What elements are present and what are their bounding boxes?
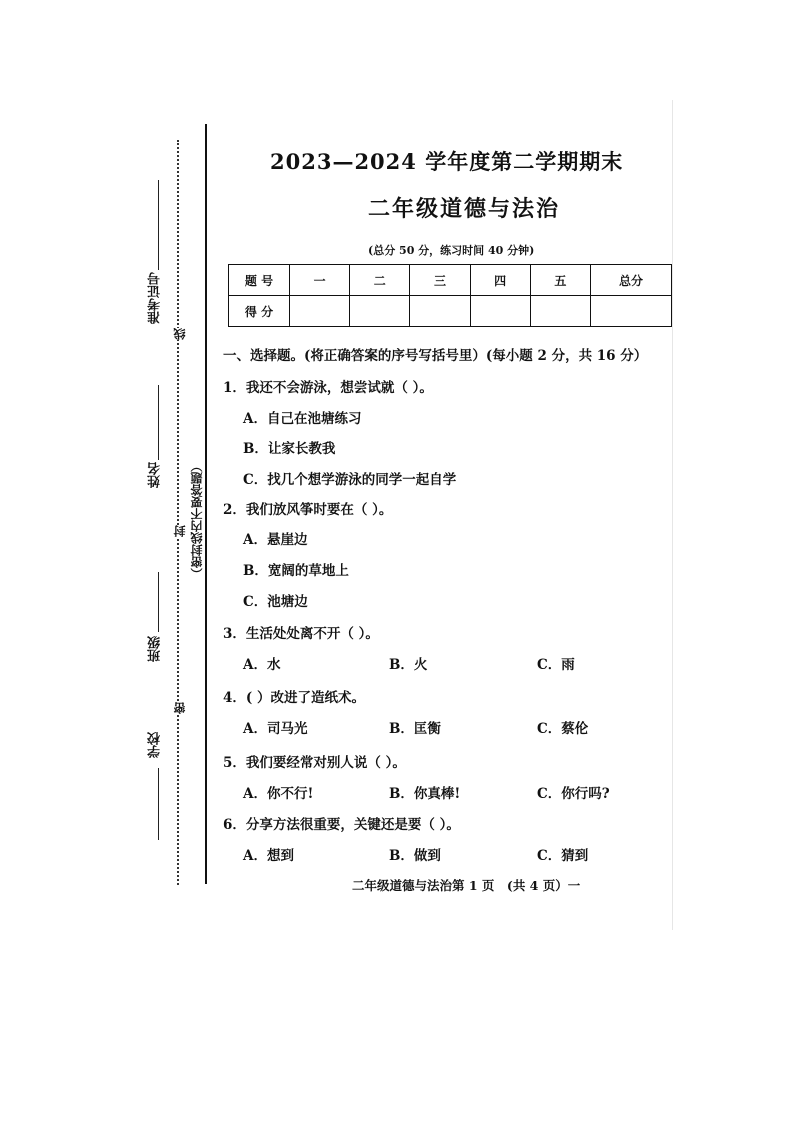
section-heading: 一、选择题。(将正确答案的序号写括号里）(每小题 2 分，共 16 分）: [223, 348, 648, 364]
option-a[interactable]: A．自己在池塘练习: [243, 411, 362, 427]
option-a[interactable]: A．悬崖边: [243, 532, 308, 548]
class-underline: [158, 572, 159, 632]
score-cell[interactable]: [591, 296, 672, 327]
header-cell: 三: [410, 265, 470, 296]
seal-char-feng: 封: [173, 525, 187, 537]
seal-note: （密封线内不要答题）: [190, 460, 204, 580]
score-cell[interactable]: [350, 296, 410, 327]
option-c[interactable]: C．雨: [537, 657, 575, 673]
option-c[interactable]: C．猜到: [537, 848, 589, 864]
option-b[interactable]: B．火: [389, 657, 428, 673]
name-underline: [158, 385, 159, 460]
option-c[interactable]: C．蔡伦: [537, 721, 589, 737]
score-table: [228, 264, 672, 327]
name-label: 姓名: [148, 462, 163, 488]
option-a[interactable]: A．司马光: [243, 721, 308, 737]
exam-title: 2023—2024 学年度第二学期期末: [270, 149, 624, 174]
school-underline: [158, 768, 159, 840]
option-b[interactable]: B．让家长教我: [243, 441, 336, 457]
school-label: 学校: [148, 732, 163, 758]
header-cell: 二: [350, 265, 410, 296]
option-b[interactable]: B．宽阔的草地上: [243, 563, 349, 579]
question-stem: 6．分享方法很重要，关键还是要（ ）。: [223, 817, 460, 833]
score-table-header-row: [229, 265, 672, 296]
exam-no-underline: [158, 180, 159, 270]
option-a[interactable]: A．你不行!: [243, 786, 314, 802]
header-cell: 四: [470, 265, 530, 296]
option-b[interactable]: B．匡衡: [389, 721, 441, 737]
header-cell: 一: [290, 265, 350, 296]
option-c[interactable]: C．池塘边: [243, 594, 308, 610]
score-table-score-row: [229, 296, 672, 327]
header-cell: 五: [530, 265, 590, 296]
option-a[interactable]: A．想到: [243, 848, 294, 864]
score-cell[interactable]: [470, 296, 530, 327]
seal-char-mi: 密: [173, 702, 187, 714]
question-stem: 5．我们要经常对别人说（ ）。: [223, 755, 406, 771]
page-edge-shadow: [672, 100, 673, 930]
score-cell[interactable]: [290, 296, 350, 327]
option-b[interactable]: B．做到: [389, 848, 441, 864]
option-a[interactable]: A．水: [243, 657, 281, 673]
score-cell[interactable]: [410, 296, 470, 327]
dotted-seal-line: [177, 140, 179, 885]
option-b[interactable]: B．你真棒!: [389, 786, 461, 802]
subject-title: 二年级道德与法治: [368, 197, 561, 222]
score-cell[interactable]: [530, 296, 590, 327]
option-c[interactable]: C．找几个想学游泳的同学一起自学: [243, 472, 457, 488]
question-stem: 1．我还不会游泳，想尝试就（ ）。: [223, 380, 433, 396]
question-stem: 4．( ）改进了造纸术。: [223, 690, 365, 706]
seal-char-xian: 线: [173, 328, 187, 340]
question-stem: 2．我们放风筝时要在（ ）。: [223, 502, 393, 518]
question-stem: 3．生活处处离不开（ ）。: [223, 626, 379, 642]
header-cell: 题 号: [229, 265, 290, 296]
score-time-note: (总分 50 分，练习时间 40 分钟): [368, 244, 535, 257]
binding-line: [205, 124, 207, 884]
header-cell: 总分: [591, 265, 672, 296]
exam-no-label: 准考证号: [148, 272, 163, 324]
page-footer: 二年级道德与法治第 1 页 (共 4 页）一: [352, 878, 581, 893]
class-label: 班级: [148, 636, 163, 662]
row-label: 得 分: [229, 296, 290, 327]
option-c[interactable]: C．你行吗?: [537, 786, 610, 802]
